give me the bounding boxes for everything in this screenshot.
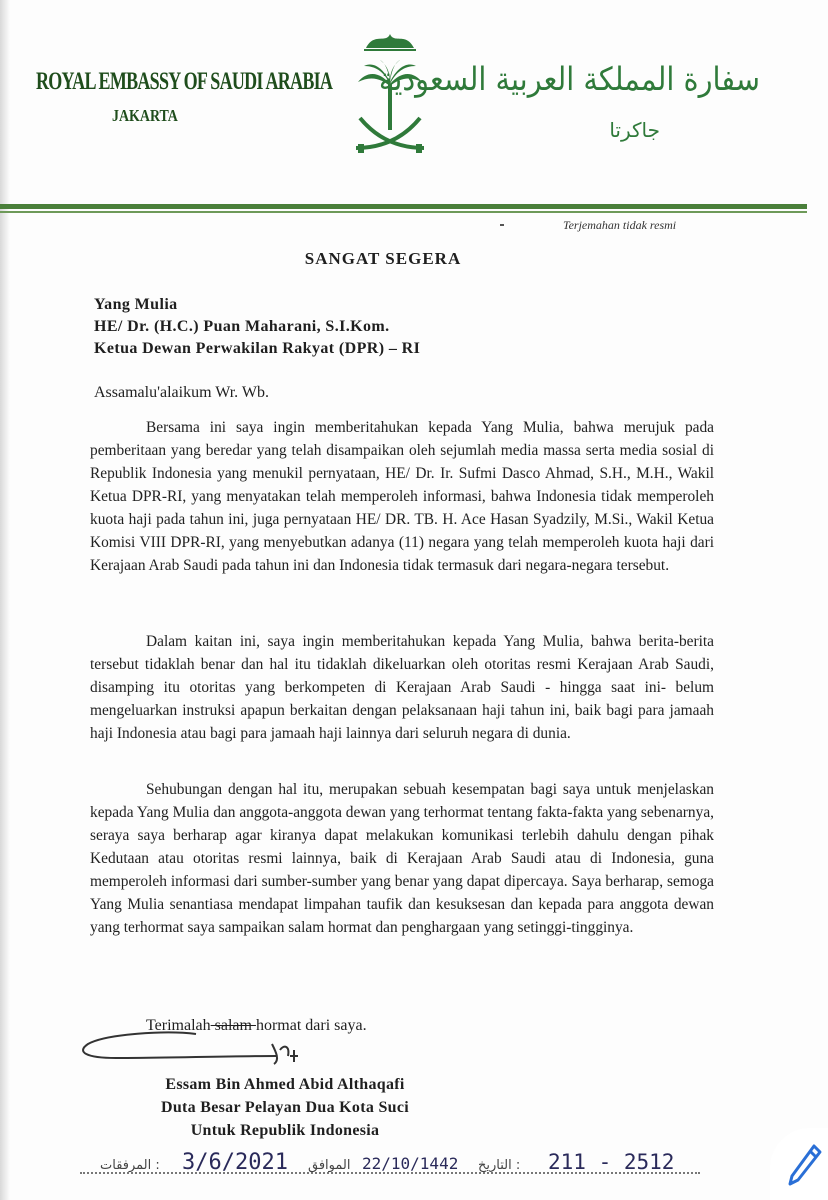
letter-heading: SANGAT SEGERA	[304, 249, 462, 268]
hijri-date: 22/10/1442	[362, 1154, 459, 1173]
header-divider	[0, 204, 807, 209]
embassy-name-arabic: سفارة المملكة العربية السعودية	[378, 60, 760, 98]
closing-pre: Terimalah	[146, 1017, 211, 1034]
body-paragraph-3: Sehubungan dengan hal itu, merupakan sebuah kesempatan bagi saya untuk menjelaskan kepada Yang Mulia dan anggota-anggota dewan yang terhormat tentang fakta-fakta yang sebenarnya, seraya saya berharap agar kiranya dapat melakukan komunikasi terlebih dahulu dengan pihak Kedutaan atau otoritas resmi lainnya, baik di Kerajaan Arab Saudi atau di Indonesia, guna memperoleh informasi dari sumber-sumber yang benar yang dapat dipercaya. Saya berharap, semoga Yang Mulia senantiasa mendapat limpahan taufik dan kesuksesan dan kepada para anggota dewan yang terhormat saya sampaikan salam hormat dan penghargaan yang setinggi-tingginya.	[90, 781, 714, 936]
handwritten-signature	[76, 1026, 316, 1076]
signatory-country: Untuk Republik Indonesia	[190, 1122, 380, 1139]
closing-struck-word: salam	[210, 1017, 256, 1034]
embassy-city-arabic: جاكرتا	[609, 118, 660, 142]
pencil-icon	[784, 1142, 824, 1190]
page-edge-shadow	[0, 0, 10, 1200]
scan-speck	[500, 224, 504, 226]
reference-number: 211 - 2512	[548, 1150, 675, 1174]
unofficial-translation-note: Terjemahan tidak resmi	[563, 218, 677, 232]
signatory-name: Essam Bin Ahmed Abid Althaqafi	[165, 1076, 405, 1093]
addressee-line-1: Yang Mulia	[94, 296, 178, 313]
corresponding-label: الموافق	[308, 1158, 351, 1173]
embassy-city-english: JAKARTA	[112, 106, 178, 125]
addressee-line-2: HE/ Dr. (H.C.) Puan Maharani, S.I.Kom.	[94, 318, 390, 335]
body-paragraph-1: Bersama ini saya ingin memberitahukan kepada Yang Mulia, bahwa merujuk pada pemberitaan yang beredar yang telah disampaikan oleh sejumlah media massa serta media sosial di Republik Indonesia yang menukil pernyataan, HE/ Dr. Ir. Sufmi Dasco Ahmad, S.H., M.H., Wakil Ketua DPR-RI, yang menyatakan telah memperoleh informasi, bahwa Indonesia tidak memperoleh kuota haji pada tahun ini, juga pernyataan HE/ DR. TB. H. Ace Hasan Syadzily, M.Si., Wakil Ketua Komisi VIII DPR-RI, yang menyebutkan adanya (11) negara yang telah memperoleh kuota haji dari Kerajaan Arab Saudi pada tahun ini dan Indonesia tidak termasuk dari negara-negara tersebut.	[90, 419, 714, 574]
signatory-title: Duta Besar Pelayan Dua Kota Suci	[161, 1099, 409, 1116]
gregorian-date: 3/6/2021	[182, 1150, 288, 1175]
date-label: التاريخ :	[478, 1158, 521, 1173]
closing-post: hormat dari saya.	[255, 1017, 367, 1034]
attachments-label: المرفقات :	[100, 1158, 160, 1173]
header-divider-thin	[0, 211, 807, 213]
addressee-line-3: Ketua Dewan Perwakilan Rakyat (DPR) – RI	[94, 340, 421, 357]
body-paragraph-2: Dalam kaitan ini, saya ingin memberitahukan kepada Yang Mulia, bahwa berita-berita tersebut tidaklah benar dan hal itu tidaklah dikeluarkan oleh otoritas resmi Kerajaan Arab Saudi, disamping itu otoritas yang berkompeten di Kerajaan Arab Saudi - hingga saat ini- belum mengeluarkan instruksi apapun berkaitan dengan pelaksanaan haji tahun ini, baik bagi para jamaah haji Indonesia atau bagi para jamaah haji lainnya dari seluruh negara di dunia.	[90, 633, 714, 742]
embassy-name-english: ROYAL EMBASSY OF SAUDI ARABIA	[36, 68, 333, 95]
greeting: Assamalu'alaikum Wr. Wb.	[94, 384, 269, 401]
